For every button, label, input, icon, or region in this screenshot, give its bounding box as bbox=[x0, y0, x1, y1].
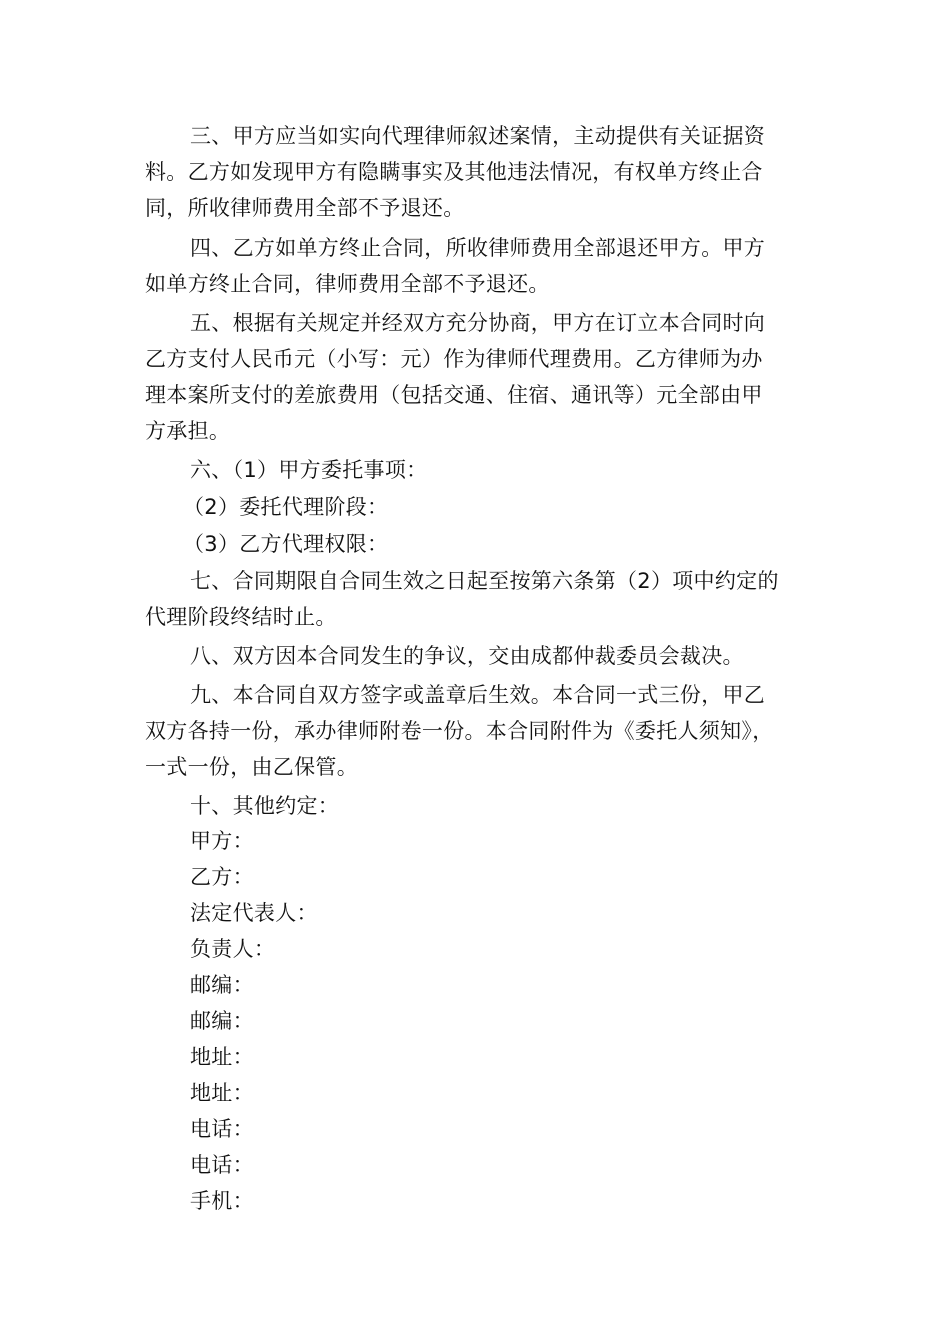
postcode-field-1: 邮编： bbox=[190, 973, 254, 997]
address-field-1: 地址： bbox=[190, 1045, 254, 1069]
clause-3-line-1: 三、甲方应当如实向代理律师叙述案情，主动提供有关证据资 bbox=[190, 124, 766, 148]
clause-9-line-2: 双方各持一份，承办律师附卷一份。本合同附件为《委托人须知》， bbox=[145, 719, 774, 743]
clause-5-line-4: 方承担。 bbox=[145, 419, 231, 443]
clause-3-line-3: 同，所收律师费用全部不予退还。 bbox=[145, 196, 465, 220]
clause-5-line-3: 理本案所支付的差旅费用（包括交通、住宿、通讯等）元全部由甲 bbox=[145, 383, 763, 407]
clause-6-item-3: （3）乙方代理权限： bbox=[183, 532, 389, 556]
clause-5-line-1: 五、根据有关规定并经双方充分协商，甲方在订立本合同时向 bbox=[190, 311, 766, 335]
clause-9-line-1: 九、本合同自双方签字或盖章后生效。本合同一式三份，甲乙 bbox=[190, 683, 766, 707]
clause-6-item-2: （2）委托代理阶段： bbox=[183, 495, 389, 519]
clause-9-line-3: 一式一份，由乙保管。 bbox=[145, 755, 358, 779]
party-a-field: 甲方： bbox=[190, 829, 254, 853]
clause-3-line-2: 料。乙方如发现甲方有隐瞒事实及其他违法情况，有权单方终止合 bbox=[145, 160, 763, 184]
phone-field-1: 电话： bbox=[190, 1117, 254, 1141]
clause-4-line-2: 如单方终止合同，律师费用全部不予退还。 bbox=[145, 272, 550, 296]
clause-5-line-2: 乙方支付人民币元（小写：元）作为律师代理费用。乙方律师为办 bbox=[145, 347, 763, 371]
party-b-field: 乙方： bbox=[190, 865, 254, 889]
address-field-2: 地址： bbox=[190, 1081, 254, 1105]
postcode-field-2: 邮编： bbox=[190, 1009, 254, 1033]
clause-10-line: 十、其他约定： bbox=[190, 794, 340, 818]
clause-7-line-1: 七、合同期限自合同生效之日起至按第六条第（2）项中约定的 bbox=[190, 569, 779, 593]
clause-4-line-1: 四、乙方如单方终止合同，所收律师费用全部退还甲方。甲方 bbox=[190, 236, 766, 260]
clause-7-line-2: 代理阶段终结时止。 bbox=[145, 605, 337, 629]
phone-field-2: 电话： bbox=[190, 1153, 254, 1177]
mobile-field: 手机： bbox=[190, 1189, 254, 1213]
clause-6-item-1: 六、（1）甲方委托事项： bbox=[190, 458, 428, 482]
clause-8-line-1: 八、双方因本合同发生的争议，交由成都仲裁委员会裁决。 bbox=[190, 644, 744, 668]
responsible-person-field: 负责人： bbox=[190, 937, 276, 961]
legal-representative-field: 法定代表人： bbox=[190, 901, 318, 925]
